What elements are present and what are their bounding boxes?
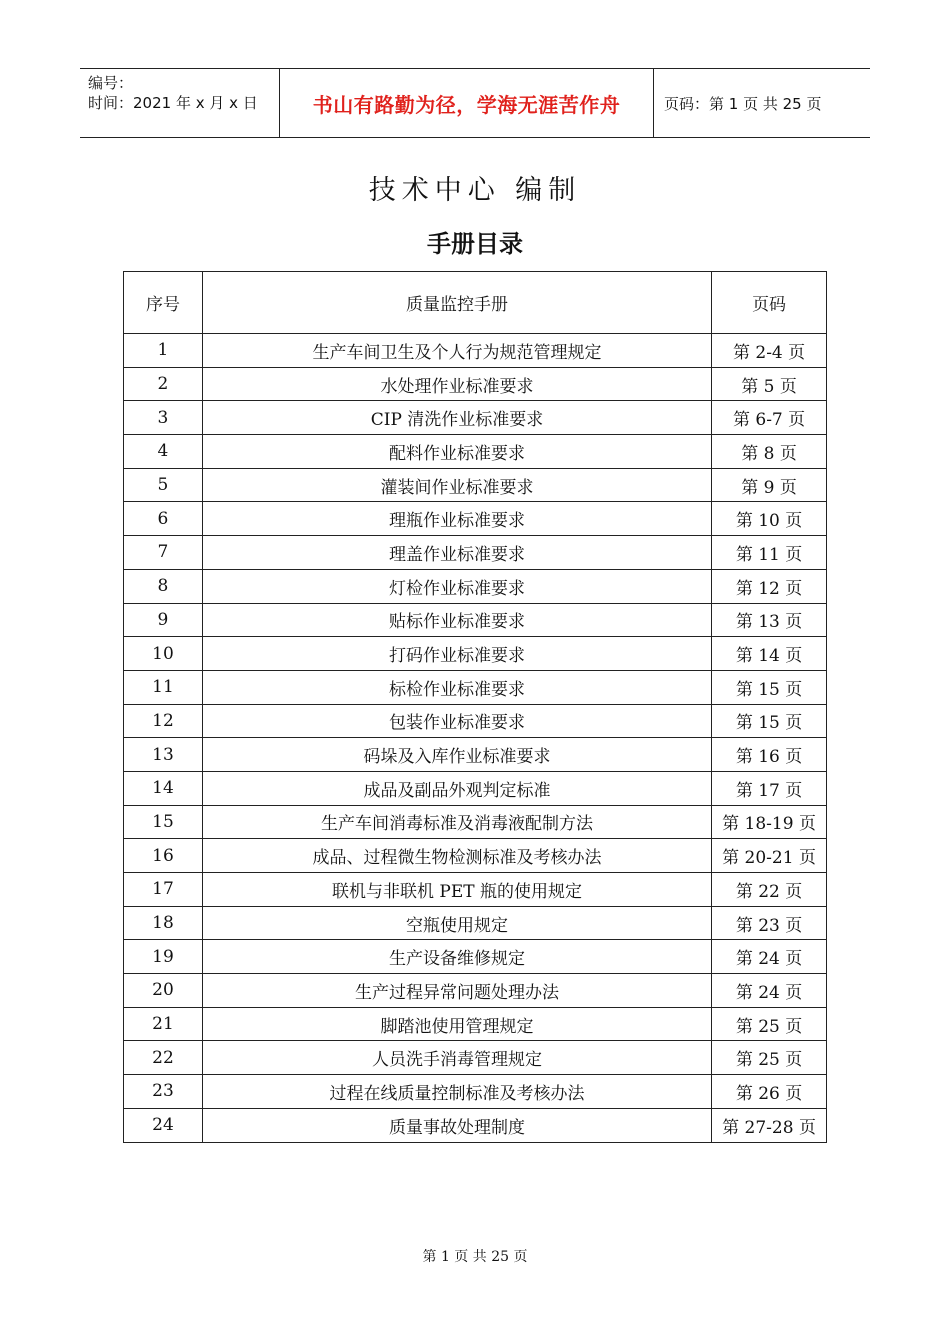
row-title: 人员洗手消毒管理规定 bbox=[202, 1041, 711, 1075]
row-number: 2 bbox=[124, 367, 203, 401]
row-title: 配料作业标准要求 bbox=[202, 435, 711, 469]
page-title: 手册目录 bbox=[427, 230, 523, 258]
row-number: 7 bbox=[124, 536, 203, 570]
row-number: 11 bbox=[124, 670, 203, 704]
row-page: 第 26 页 bbox=[712, 1075, 827, 1109]
col-header-name: 质量监控手册 bbox=[202, 272, 711, 334]
toc-body bbox=[124, 334, 827, 1143]
col-header-no: 序号 bbox=[124, 272, 203, 334]
row-number: 9 bbox=[124, 603, 203, 637]
row-number: 10 bbox=[124, 637, 203, 671]
time-label: 时间：2021 年 x 月 x 日 bbox=[88, 94, 258, 112]
row-page: 第 20-21 页 bbox=[712, 839, 827, 873]
row-number: 15 bbox=[124, 805, 203, 839]
table-row bbox=[124, 873, 827, 907]
row-number: 5 bbox=[124, 468, 203, 502]
table-row bbox=[124, 637, 827, 671]
row-page: 第 16 页 bbox=[712, 738, 827, 772]
row-title: 打码作业标准要求 bbox=[202, 637, 711, 671]
table-row bbox=[124, 367, 827, 401]
number-label: 编号： bbox=[88, 74, 134, 92]
table-row bbox=[124, 805, 827, 839]
row-title: 理瓶作业标准要求 bbox=[202, 502, 711, 536]
row-number: 21 bbox=[124, 1007, 203, 1041]
row-title: 水处理作业标准要求 bbox=[202, 367, 711, 401]
row-title: 脚踏池使用管理规定 bbox=[202, 1007, 711, 1041]
row-number: 1 bbox=[124, 334, 203, 368]
row-number: 17 bbox=[124, 873, 203, 907]
row-title: 联机与非联机 PET 瓶的使用规定 bbox=[202, 873, 711, 907]
row-page: 第 23 页 bbox=[712, 906, 827, 940]
row-page: 第 11 页 bbox=[712, 536, 827, 570]
table-row bbox=[124, 738, 827, 772]
row-page: 第 25 页 bbox=[712, 1041, 827, 1075]
row-page: 第 10 页 bbox=[712, 502, 827, 536]
row-page: 第 22 页 bbox=[712, 873, 827, 907]
subtitle: 技术中心 编制 bbox=[368, 175, 582, 206]
row-number: 3 bbox=[124, 401, 203, 435]
table-row bbox=[124, 1075, 827, 1109]
row-number: 20 bbox=[124, 974, 203, 1008]
col-header-page: 页码 bbox=[712, 272, 827, 334]
row-page: 第 25 页 bbox=[712, 1007, 827, 1041]
table-row bbox=[124, 401, 827, 435]
table-row bbox=[124, 839, 827, 873]
row-title: 过程在线质量控制标准及考核办法 bbox=[202, 1075, 711, 1109]
row-page: 第 12 页 bbox=[712, 569, 827, 603]
row-page: 第 9 页 bbox=[712, 468, 827, 502]
table-row bbox=[124, 502, 827, 536]
row-page: 第 6-7 页 bbox=[712, 401, 827, 435]
table-row bbox=[124, 468, 827, 502]
row-title: CIP 清洗作业标准要求 bbox=[202, 401, 711, 435]
row-number: 8 bbox=[124, 569, 203, 603]
table-row bbox=[124, 334, 827, 368]
row-title: 灯检作业标准要求 bbox=[202, 569, 711, 603]
row-number: 22 bbox=[124, 1041, 203, 1075]
toc-header-row bbox=[124, 272, 827, 334]
row-number: 18 bbox=[124, 906, 203, 940]
row-title: 灌装间作业标准要求 bbox=[202, 468, 711, 502]
row-page: 第 17 页 bbox=[712, 771, 827, 805]
row-number: 19 bbox=[124, 940, 203, 974]
row-page: 第 13 页 bbox=[712, 603, 827, 637]
table-row bbox=[124, 704, 827, 738]
row-number: 14 bbox=[124, 771, 203, 805]
toc-table bbox=[123, 271, 827, 1143]
row-title: 标检作业标准要求 bbox=[202, 670, 711, 704]
row-page: 第 24 页 bbox=[712, 940, 827, 974]
row-title: 空瓶使用规定 bbox=[202, 906, 711, 940]
table-row bbox=[124, 906, 827, 940]
row-title: 包装作业标准要求 bbox=[202, 704, 711, 738]
table-row bbox=[124, 435, 827, 469]
table-row bbox=[124, 940, 827, 974]
document-header bbox=[80, 68, 870, 138]
row-title: 生产车间卫生及个人行为规范管理规定 bbox=[202, 334, 711, 368]
table-row bbox=[124, 974, 827, 1008]
header-meta bbox=[80, 69, 280, 137]
row-title: 生产设备维修规定 bbox=[202, 940, 711, 974]
header-motto: 书山有路勤为径，学海无涯苦作舟 bbox=[280, 69, 654, 137]
row-title: 码垛及入库作业标准要求 bbox=[202, 738, 711, 772]
row-title: 生产车间消毒标准及消毒液配制方法 bbox=[202, 805, 711, 839]
row-number: 23 bbox=[124, 1075, 203, 1109]
page-footer: 第 1 页 共 25 页 bbox=[422, 1249, 528, 1265]
row-title: 理盖作业标准要求 bbox=[202, 536, 711, 570]
row-number: 13 bbox=[124, 738, 203, 772]
row-page: 第 15 页 bbox=[712, 670, 827, 704]
row-number: 12 bbox=[124, 704, 203, 738]
row-page: 第 8 页 bbox=[712, 435, 827, 469]
row-title: 生产过程异常问题处理办法 bbox=[202, 974, 711, 1008]
table-row bbox=[124, 670, 827, 704]
row-page: 第 24 页 bbox=[712, 974, 827, 1008]
table-row bbox=[124, 569, 827, 603]
row-page: 第 5 页 bbox=[712, 367, 827, 401]
row-page: 第 2-4 页 bbox=[712, 334, 827, 368]
row-title: 贴标作业标准要求 bbox=[202, 603, 711, 637]
header-page-info: 页码：第 1 页 共 25 页 bbox=[664, 94, 822, 113]
row-number: 24 bbox=[124, 1108, 203, 1142]
row-page: 第 18-19 页 bbox=[712, 805, 827, 839]
row-title: 成品及副品外观判定标准 bbox=[202, 771, 711, 805]
row-title: 质量事故处理制度 bbox=[202, 1108, 711, 1142]
table-row bbox=[124, 1108, 827, 1142]
table-row bbox=[124, 536, 827, 570]
row-number: 6 bbox=[124, 502, 203, 536]
table-row bbox=[124, 771, 827, 805]
table-row bbox=[124, 1007, 827, 1041]
row-page: 第 14 页 bbox=[712, 637, 827, 671]
row-number: 16 bbox=[124, 839, 203, 873]
table-row bbox=[124, 603, 827, 637]
table-row bbox=[124, 1041, 827, 1075]
row-page: 第 15 页 bbox=[712, 704, 827, 738]
row-number: 4 bbox=[124, 435, 203, 469]
row-title: 成品、过程微生物检测标准及考核办法 bbox=[202, 839, 711, 873]
row-page: 第 27-28 页 bbox=[712, 1108, 827, 1142]
